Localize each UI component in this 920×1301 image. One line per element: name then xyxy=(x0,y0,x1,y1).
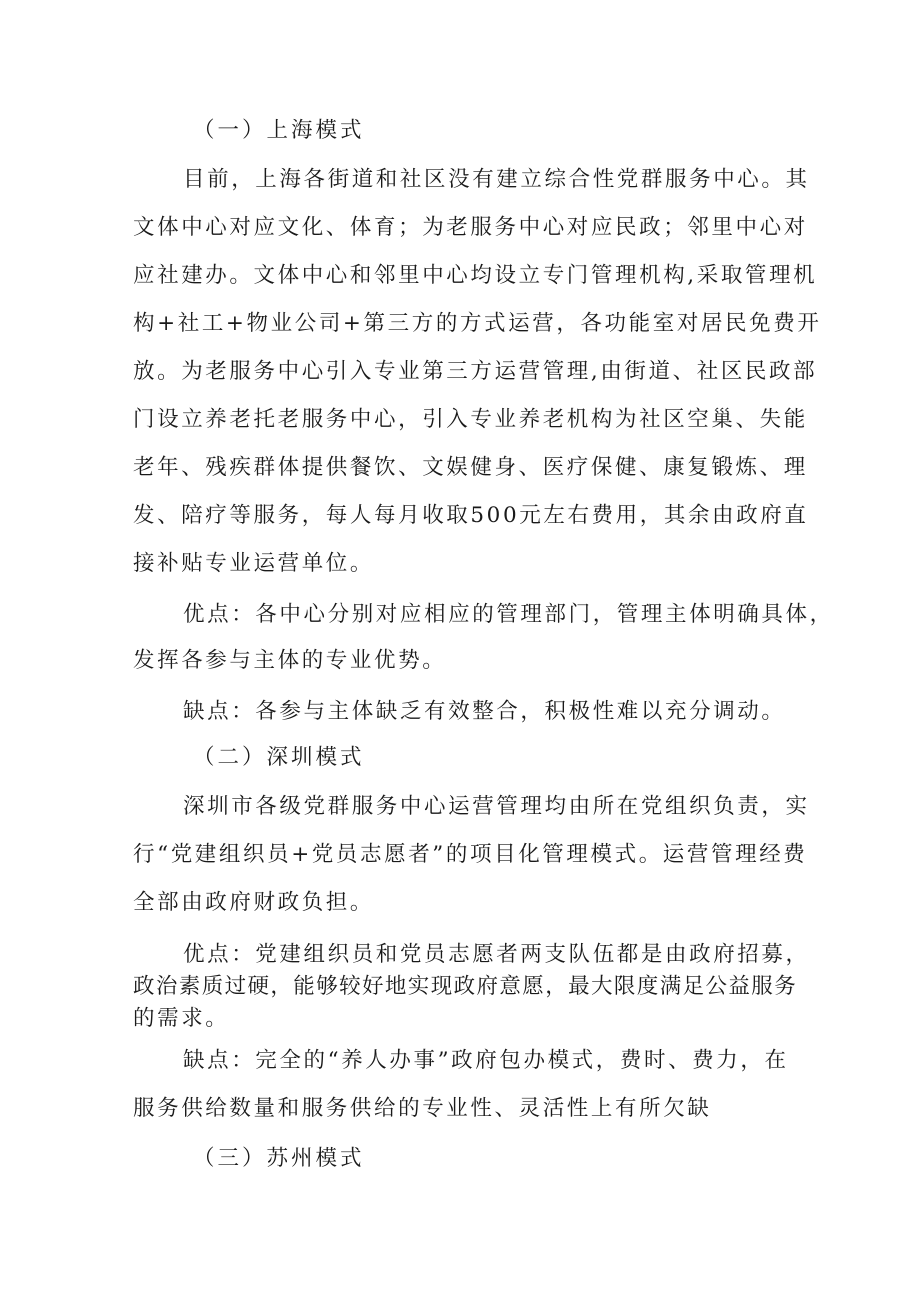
advantages-line: 发挥各参与主体的专业优势。 xyxy=(133,648,447,673)
section-heading-shenzhen: （二）深圳模式 xyxy=(193,745,365,770)
paragraph-line: 行“党建组织员+党员志愿者”的项目化管理模式。运营管理经费 xyxy=(133,842,808,867)
disadvantages-line: 缺点：完全的“养人办事”政府包办模式，费时、费力，在 xyxy=(183,1048,789,1073)
paragraph-line: 深圳市各级党群服务中心运营管理均由所在党组织负责，实 xyxy=(183,794,810,819)
paragraph-line: 发、陪疗等服务，每人每月收取500元左右费用，其余由政府直 xyxy=(133,503,809,528)
paragraph-line: 老年、残疾群体提供餐饮、文娱健身、医疗保健、康复锻炼、理 xyxy=(133,455,808,480)
disadvantages-line: 缺点：各参与主体缺乏有效整合，积极性难以充分调动。 xyxy=(183,699,786,724)
paragraph-line: 全部由政府财政负担。 xyxy=(133,890,375,915)
paragraph-line: 构+社工+物业公司+第三方的方式运营，各功能室对居民免费开 xyxy=(133,311,822,336)
paragraph-line: 应社建办。文体中心和邻里中心均设立专门管理机构,采取管理机 xyxy=(133,263,818,288)
paragraph-line: 放。为老服务中心引入专业第三方运营管理,由街道、社区民政部 xyxy=(133,359,818,384)
paragraph-line: 接补贴专业运营单位。 xyxy=(133,551,375,576)
paragraph-line: 门设立养老托老服务中心，引入专业养老机构为社区空巢、失能 xyxy=(133,407,808,432)
paragraph-line: 文体中心对应文化、体育；为老服务中心对应民政；邻里中心对 xyxy=(133,215,808,240)
advantages-line: 优点：党建组织员和党员志愿者两支队伍都是由政府招募， xyxy=(183,942,810,967)
paragraph-line: 目前，上海各街道和社区没有建立综合性党群服务中心。其 xyxy=(183,167,810,192)
section-heading-suzhou: （三）苏州模式 xyxy=(193,1146,365,1171)
advantages-line: 政治素质过硬，能够较好地实现政府意愿，最大限度满足公益服务 xyxy=(133,974,798,999)
disadvantages-line: 服务供给数量和服务供给的专业性、灵活性上有所欠缺 xyxy=(133,1096,712,1121)
advantages-line: 优点：各中心分别对应相应的管理部门，管理主体明确具体， xyxy=(183,602,834,627)
advantages-line: 的需求。 xyxy=(133,1006,230,1031)
section-heading-shanghai: （一）上海模式 xyxy=(193,118,365,143)
